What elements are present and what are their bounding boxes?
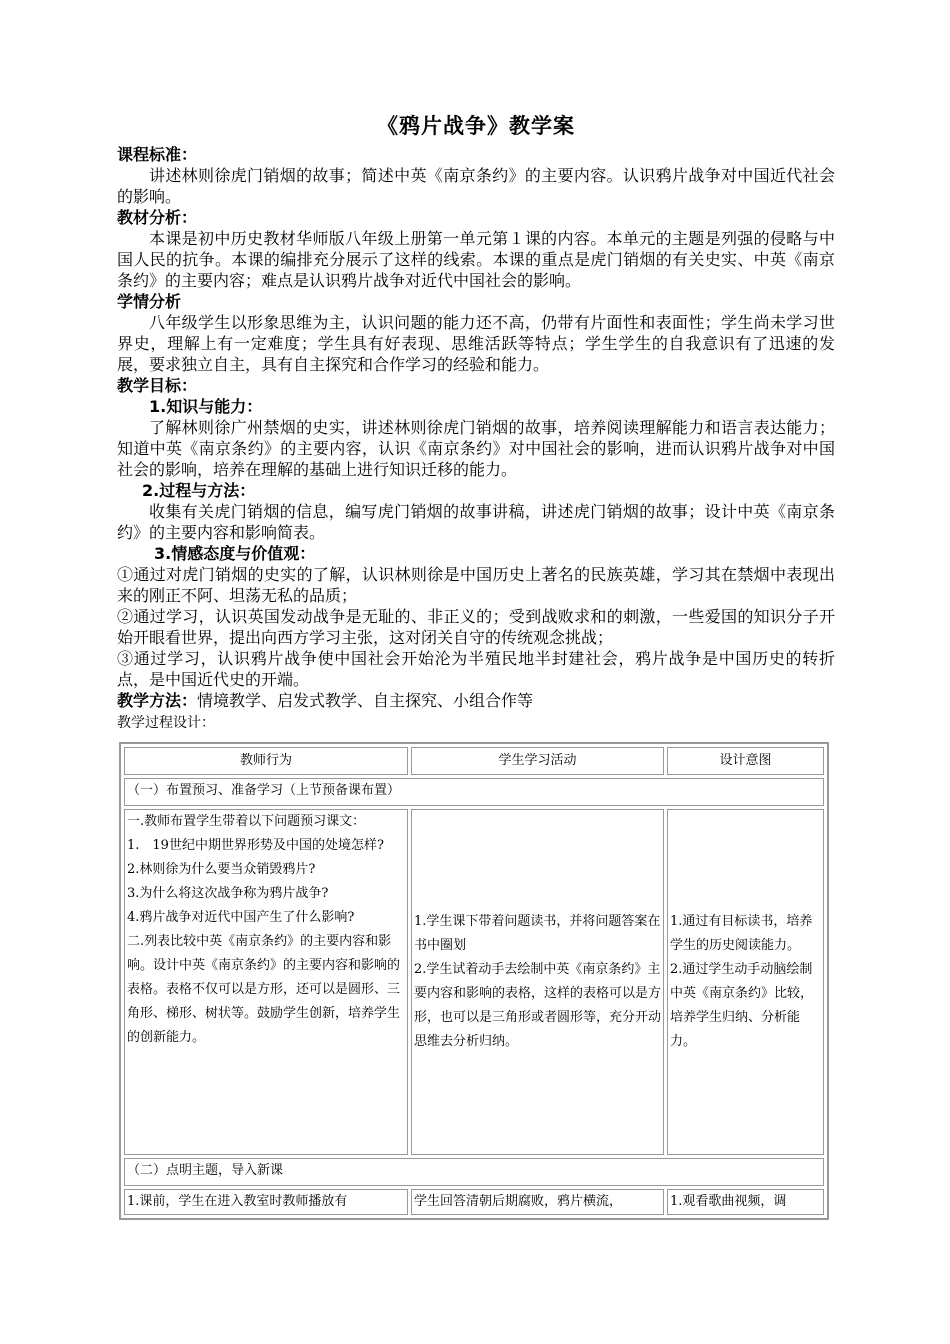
teaching-method-label: 教学方法： [117, 691, 198, 710]
student-line: 1.学生课下带着问题读书，并将问题答案在书中圈划 [414, 914, 661, 953]
section-title: （二）点明主题，导入新课 [124, 1158, 824, 1186]
lesson-plan-table [119, 742, 829, 1220]
curriculum-heading: 课程标准： [117, 145, 198, 164]
column-header-student: 学生学习活动 [411, 747, 664, 775]
textbook-heading: 教材分析： [117, 208, 198, 227]
section-row [124, 778, 824, 806]
section-title: （一）布置预习、准备学习（上节预备课布置） [124, 778, 824, 806]
purpose-cell: 1.观看歌曲视频，调 [667, 1189, 824, 1215]
goal2-text: 收集有关虎门销烟的信息，编写虎门销烟的故事讲稿，讲述虎门销烟的故事；设计中英《南京条约》的主要内容和影响简表。 [117, 502, 835, 542]
students-text: 八年级学生以形象思维为主，认识问题的能力还不高，仍带有片面性和表面性；学生尚未学习世界史，理解上有一定难度；学生具有好表现、思维活跃等特点；学生学生的自我意识有了迅速的发展，要求独立自主，具有自主探究和合作学习的经验和能力。 [117, 313, 835, 374]
table-row [124, 1189, 824, 1215]
goal3-item: ③通过学习，认识鸦片战争使中国社会开始沦为半殖民地半封建社会，鸦片战争是中国历史的转折点，是中国近代史的开端。 [117, 649, 835, 689]
column-header-purpose: 设计意图 [667, 747, 824, 775]
student-cell [411, 809, 664, 1155]
teaching-method-text: 情境教学、启发式教学、自主探究、小组合作等 [197, 691, 534, 710]
teacher-line: 1. 19世纪中期世界形势及中国的处境怎样? [127, 838, 384, 853]
purpose-cell [667, 809, 824, 1155]
purpose-line: 1.通过有目标读书，培养学生的历史阅读能力。 [670, 914, 813, 953]
column-header-teacher: 教师行为 [124, 747, 408, 775]
student-line: 2.学生试着动手去绘制中英《南京条约》主要内容和影响的表格，这样的表格可以是方形，也可以是三角形或者圆形等，充分开动思维去分析归纳。 [414, 962, 662, 1049]
document-page [117, 110, 835, 733]
purpose-line: 2.通过学生动手动脑绘制中英《南京条约》比较，培养学生归纳、分析能力。 [670, 962, 814, 1049]
table-header-row [124, 747, 824, 775]
students-heading: 学情分析 [117, 292, 182, 311]
teacher-cell: 1.课前，学生在进入教室时教师播放有 [124, 1189, 408, 1215]
goal3-item: ②通过学习，认识英国发动战争是无耻的、非正义的；受到战败求和的刺激，一些爱国的知识分子开始开眼看世界，提出向西方学习主张，这对闭关自守的传统观念挑战； [117, 607, 835, 647]
student-cell: 学生回答清朝后期腐败，鸦片横流， [411, 1189, 664, 1215]
textbook-text: 本课是初中历史教材华师版八年级上册第一单元第１课的内容。本单元的主题是列强的侵略与中国人民的抗争。本课的编排充分展示了这样的线索。本课的重点是虎门销烟的有关史实、中英《南京条约》的主要内容；难点是认识鸦片战争对近代中国社会的影响。 [117, 229, 835, 290]
goal2-heading: 2.过程与方法： [142, 481, 256, 500]
teacher-line: 4.鸦片战争对近代中国产生了什么影响? [127, 910, 355, 925]
goal1-heading: 1.知识与能力： [149, 397, 263, 416]
goal3-heading: 3.情感态度与价值观： [154, 544, 316, 563]
goal3-item: ①通过对虎门销烟的史实的了解，认识林则徐是中国历史上著名的民族英雄，学习其在禁烟中表现出来的刚正不阿、坦荡无私的品质； [117, 565, 835, 605]
table-row [124, 809, 824, 1155]
teacher-line: 二.列表比较中英《南京条约》的主要内容和影响。设计中英《南京条约》的主要内容和影响的表格。表格不仅可以是方形，还可以是圆形、三角形、梯形、树状等。鼓励学生创新，培养学生的创新能力。 [127, 934, 401, 1045]
section-row [124, 1158, 824, 1186]
goals-heading: 教学目标： [117, 376, 198, 395]
teacher-line: 3.为什么将这次战争称为鸦片战争? [127, 886, 329, 901]
page-title: 《鸦片战争》教学案 [377, 113, 575, 138]
process-label: 教学过程设计： [117, 715, 215, 731]
teaching-method [117, 690, 835, 711]
teacher-line: 2.林则徐为什么要当众销毁鸦片? [127, 862, 316, 877]
teacher-line: 一.教师布置学生带着以下问题预习课文： [127, 814, 366, 829]
goal1-text: 了解林则徐广州禁烟的史实，讲述林则徐虎门销烟的故事，培养阅读理解能力和语言表达能力；知道中英《南京条约》的主要内容，认识《南京条约》对中国社会的影响，进而认识鸦片战争对中国社会的影响，培养在理解的基础上进行知识迁移的能力。 [117, 418, 835, 479]
teacher-cell [124, 809, 408, 1155]
curriculum-text: 讲述林则徐虎门销烟的故事；简述中英《南京条约》的主要内容。认识鸦片战争对中国近代社会的影响。 [117, 166, 835, 206]
